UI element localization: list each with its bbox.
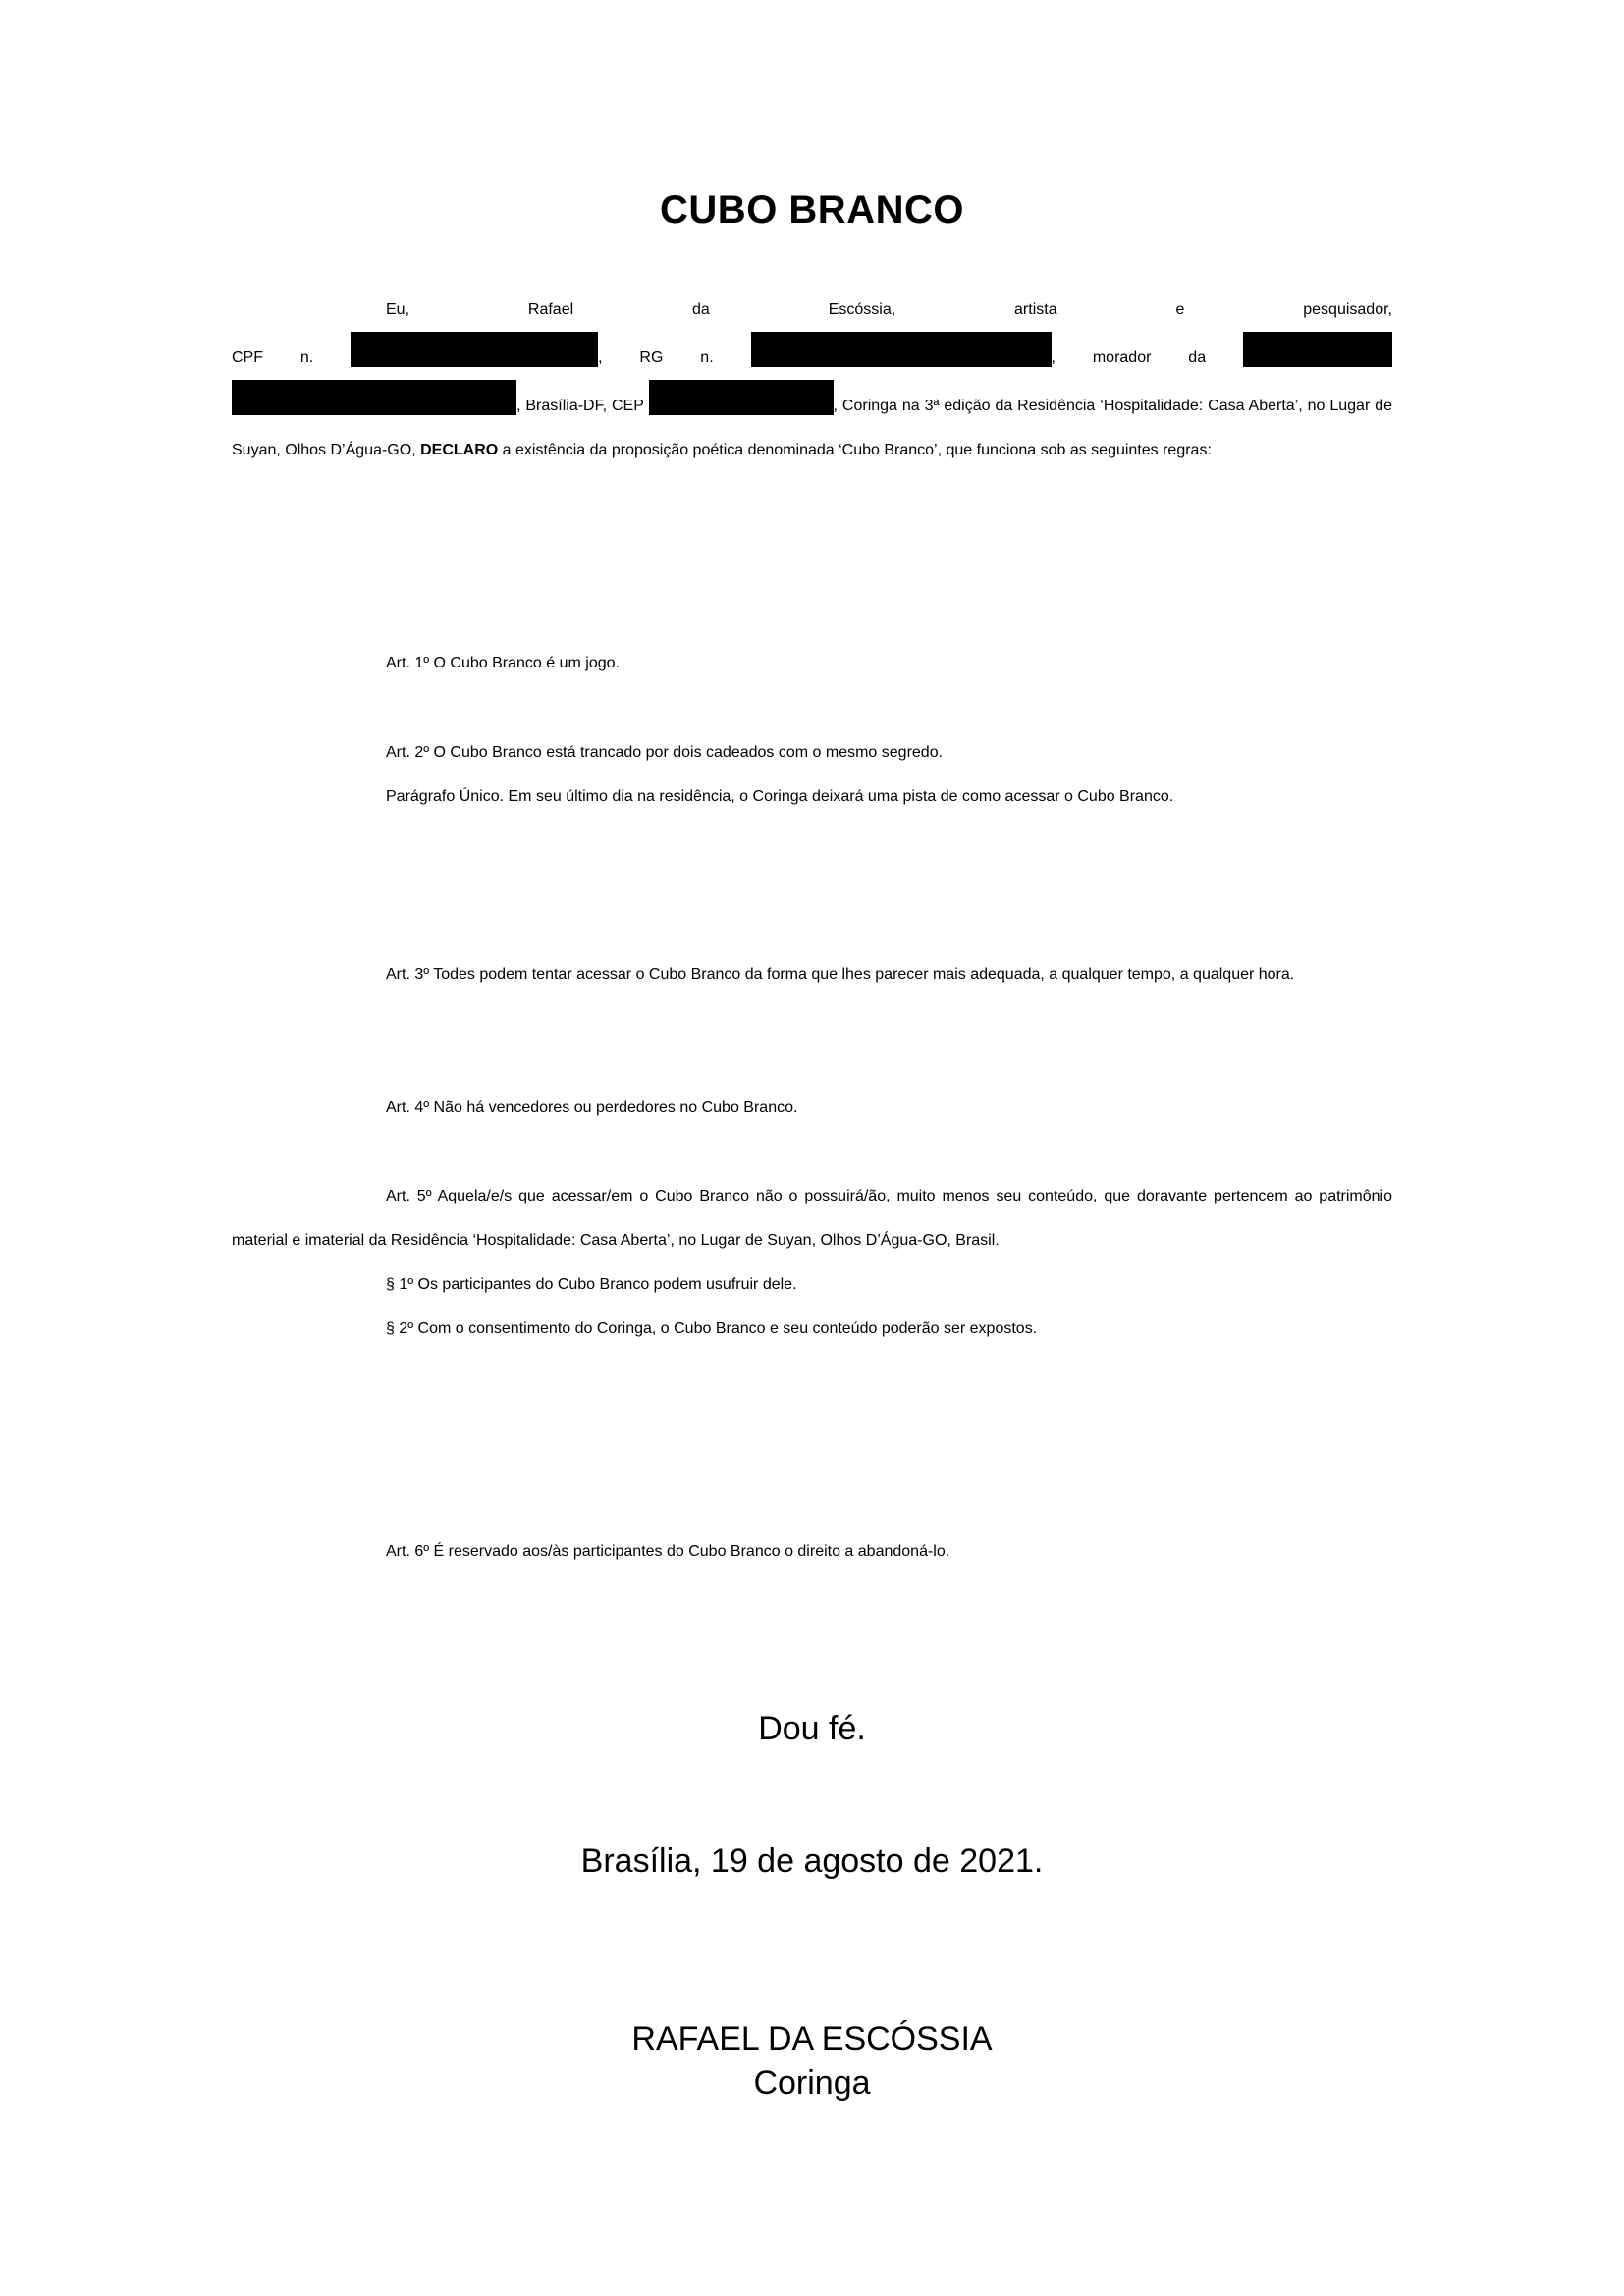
article-5-section-2: § 2º Com o consentimento do Coringa, o Cubo Branco e seu conteúdo poderão ser expostos. <box>386 1320 1038 1337</box>
article-3-text: Art. 3º Todes podem tentar acessar o Cubo Branco da forma que lhes parecer mais adequada, a qualquer tempo, a qualquer hora. <box>386 966 1295 983</box>
article-6-text: Art. 6º É reservado aos/às participantes do Cubo Branco o direito a abandoná-lo. <box>386 1543 950 1560</box>
date-line: Brasília, 19 de agosto de 2021. <box>580 1842 1044 1880</box>
declaro-text: DECLARO <box>420 442 499 458</box>
intro-paragraph <box>232 288 1392 472</box>
intro-name: Rafael da Escóssia, artista e pesquisador, <box>527 301 1392 318</box>
intro-rest-1: , Coringa na 3ª edição da Residência ‘Hospitalidade: Casa Aberta’, no Lugar de Suyan, Olhos D’Água-GO, <box>232 398 1393 458</box>
signer-role: Coringa <box>753 2064 871 2102</box>
redaction-cep <box>649 380 834 415</box>
article-5 <box>232 1174 1392 1351</box>
document-title: CUBO BRANCO <box>660 188 964 232</box>
intro-opening: Eu, <box>386 301 410 318</box>
city-label: , Brasília-DF, CEP <box>516 398 644 414</box>
intro-rest-2: a existência da proposição poética denominada ‘Cubo Branco’, que funciona sob as seguintes regras: <box>502 442 1212 458</box>
rg-label: , RG n. <box>598 349 714 366</box>
dou-fe: Dou fé. <box>758 1710 866 1747</box>
redaction-address-2 <box>232 380 516 415</box>
signer-name: RAFAEL DA ESCÓSSIA <box>631 2020 993 2057</box>
article-5-section-1: § 1º Os participantes do Cubo Branco podem usufruir dele. <box>386 1276 797 1293</box>
redaction-rg <box>751 332 1052 367</box>
article-4-text: Art. 4º Não há vencedores ou perdedores no Cubo Branco. <box>386 1099 798 1116</box>
redaction-cpf <box>351 332 598 367</box>
article-4 <box>232 1086 1392 1130</box>
cpf-label: CPF n. <box>232 349 314 366</box>
intro-line-2 <box>232 332 1392 380</box>
article-2 <box>232 730 1392 819</box>
intro-line-1 <box>232 288 1392 332</box>
article-6 <box>232 1529 1392 1574</box>
article-1-text: Art. 1º O Cubo Branco é um jogo. <box>386 655 620 671</box>
article-3 <box>232 952 1392 996</box>
article-1 <box>232 641 1392 685</box>
redaction-address-1 <box>1243 332 1392 367</box>
morador-label: , morador da <box>1051 349 1207 366</box>
intro-rest <box>232 380 1392 472</box>
article-5-text: Art. 5º Aquela/e/s que acessar/em o Cubo Branco não o possuirá/ão, muito menos seu conteúdo, que doravante pertencem ao patrimônio material e imaterial da Residência ‘Hospitalidade: Casa Aberta’, no Lugar de Suyan, Olhos D’Água-GO, Brasil. <box>232 1188 1392 1249</box>
article-2-text: Art. 2º O Cubo Branco está trancado por dois cadeados com o mesmo segredo. <box>386 744 944 761</box>
article-2-paragraph: Parágrafo Único. Em seu último dia na residência, o Coringa deixará uma pista de como acessar o Cubo Branco. <box>386 788 1174 805</box>
